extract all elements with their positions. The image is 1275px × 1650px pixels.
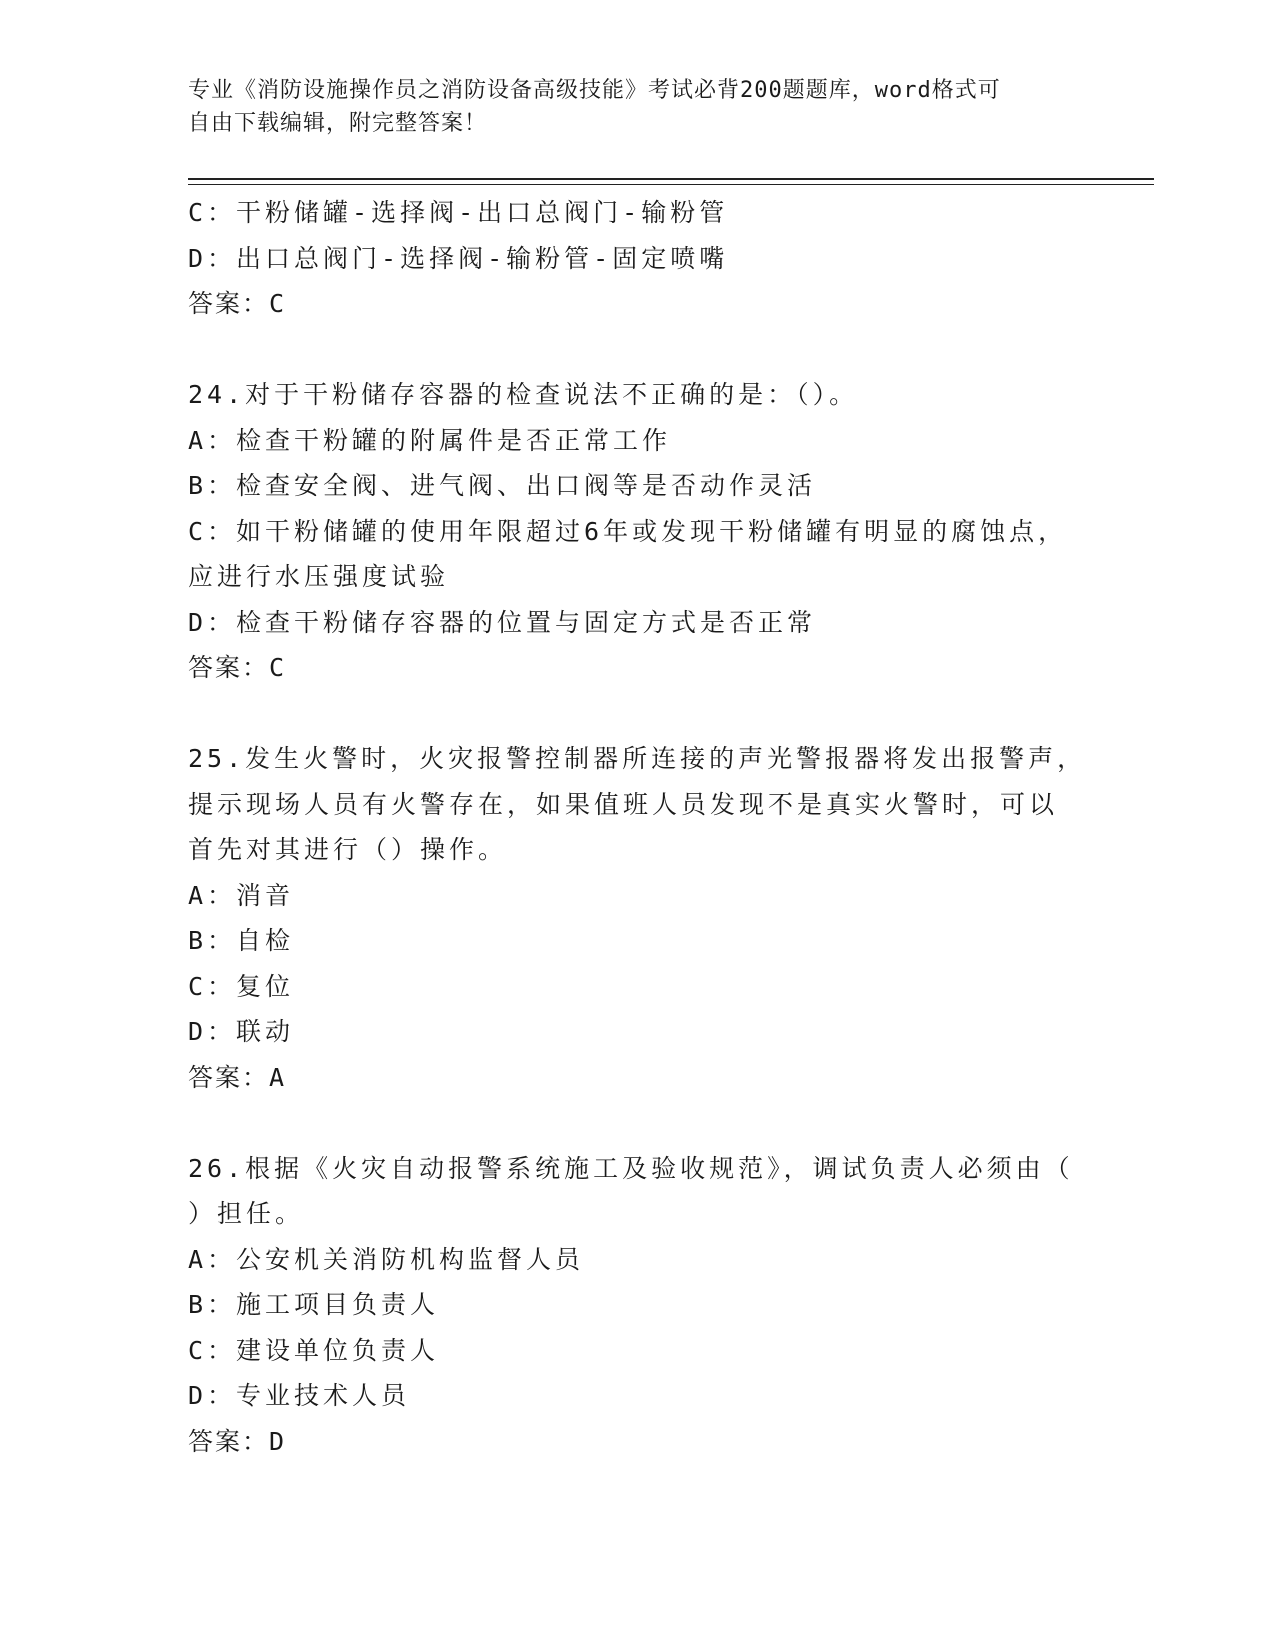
question-stem-continued: 首先对其进行（）操作。 [188, 835, 508, 864]
option-b: B：自检 [188, 926, 295, 955]
header-line-2: 自由下载编辑，附完整答案！ [188, 111, 488, 136]
question-stem-continued: 提示现场人员有火警存在，如果值班人员发现不是真实火警时，可以 [188, 789, 1059, 819]
question-26 [188, 1146, 1088, 1465]
question-24 [188, 372, 1088, 691]
option-a: A：公安机关消防机构监督人员 [188, 1244, 585, 1274]
option-d: D：联动 [188, 1017, 295, 1046]
header-line-1: 专业《消防设施操作员之消防设备高级技能》考试必背200题题库，word格式可 [188, 78, 1001, 103]
question-list [188, 190, 1088, 1464]
answer: 答案：C [188, 653, 287, 682]
answer: 答案：C [188, 289, 287, 318]
option-c: C：干粉储罐-选择阀-出口总阀门-输粉管 [188, 198, 729, 227]
option-d: D：专业技术人员 [188, 1381, 411, 1410]
question-23 [188, 190, 1088, 327]
header-divider-thin [188, 184, 1154, 185]
option-c: C：复位 [188, 971, 295, 1001]
question-stem: 24.对于干粉储存容器的检查说法不正确的是：（）。 [188, 380, 859, 409]
document-header [188, 74, 1068, 140]
option-b: B：检查安全阀、进气阀、出口阀等是否动作灵活 [188, 471, 817, 500]
answer: 答案：A [188, 1062, 287, 1092]
option-a: A：检查干粉罐的附属件是否正常工作 [188, 425, 672, 455]
option-a: A：消音 [188, 880, 295, 910]
option-b: B：施工项目负责人 [188, 1290, 440, 1319]
header-divider-thick [188, 178, 1154, 180]
option-c: C：如干粉储罐的使用年限超过6年或发现干粉储罐有明显的腐蚀点， [188, 516, 1068, 546]
spacer [188, 327, 1088, 373]
spacer [188, 691, 1088, 737]
option-d: D：检查干粉储存容器的位置与固定方式是否正常 [188, 607, 817, 637]
answer: 答案：D [188, 1426, 287, 1456]
question-25 [188, 736, 1088, 1100]
option-c-continued: 应进行水压强度试验 [188, 562, 450, 591]
question-stem-continued: ）担任。 [188, 1199, 305, 1228]
spacer [188, 1100, 1088, 1146]
option-d: D：出口总阀门-选择阀-输粉管-固定喷嘴 [188, 243, 729, 273]
option-c: C：建设单位负责人 [188, 1335, 440, 1365]
question-stem: 26.根据《火灾自动报警系统施工及验收规范》，调试负责人必须由（ [188, 1153, 1074, 1183]
question-stem: 25.发生火警时，火灾报警控制器所连接的声光警报器将发出报警声， [188, 744, 1087, 773]
